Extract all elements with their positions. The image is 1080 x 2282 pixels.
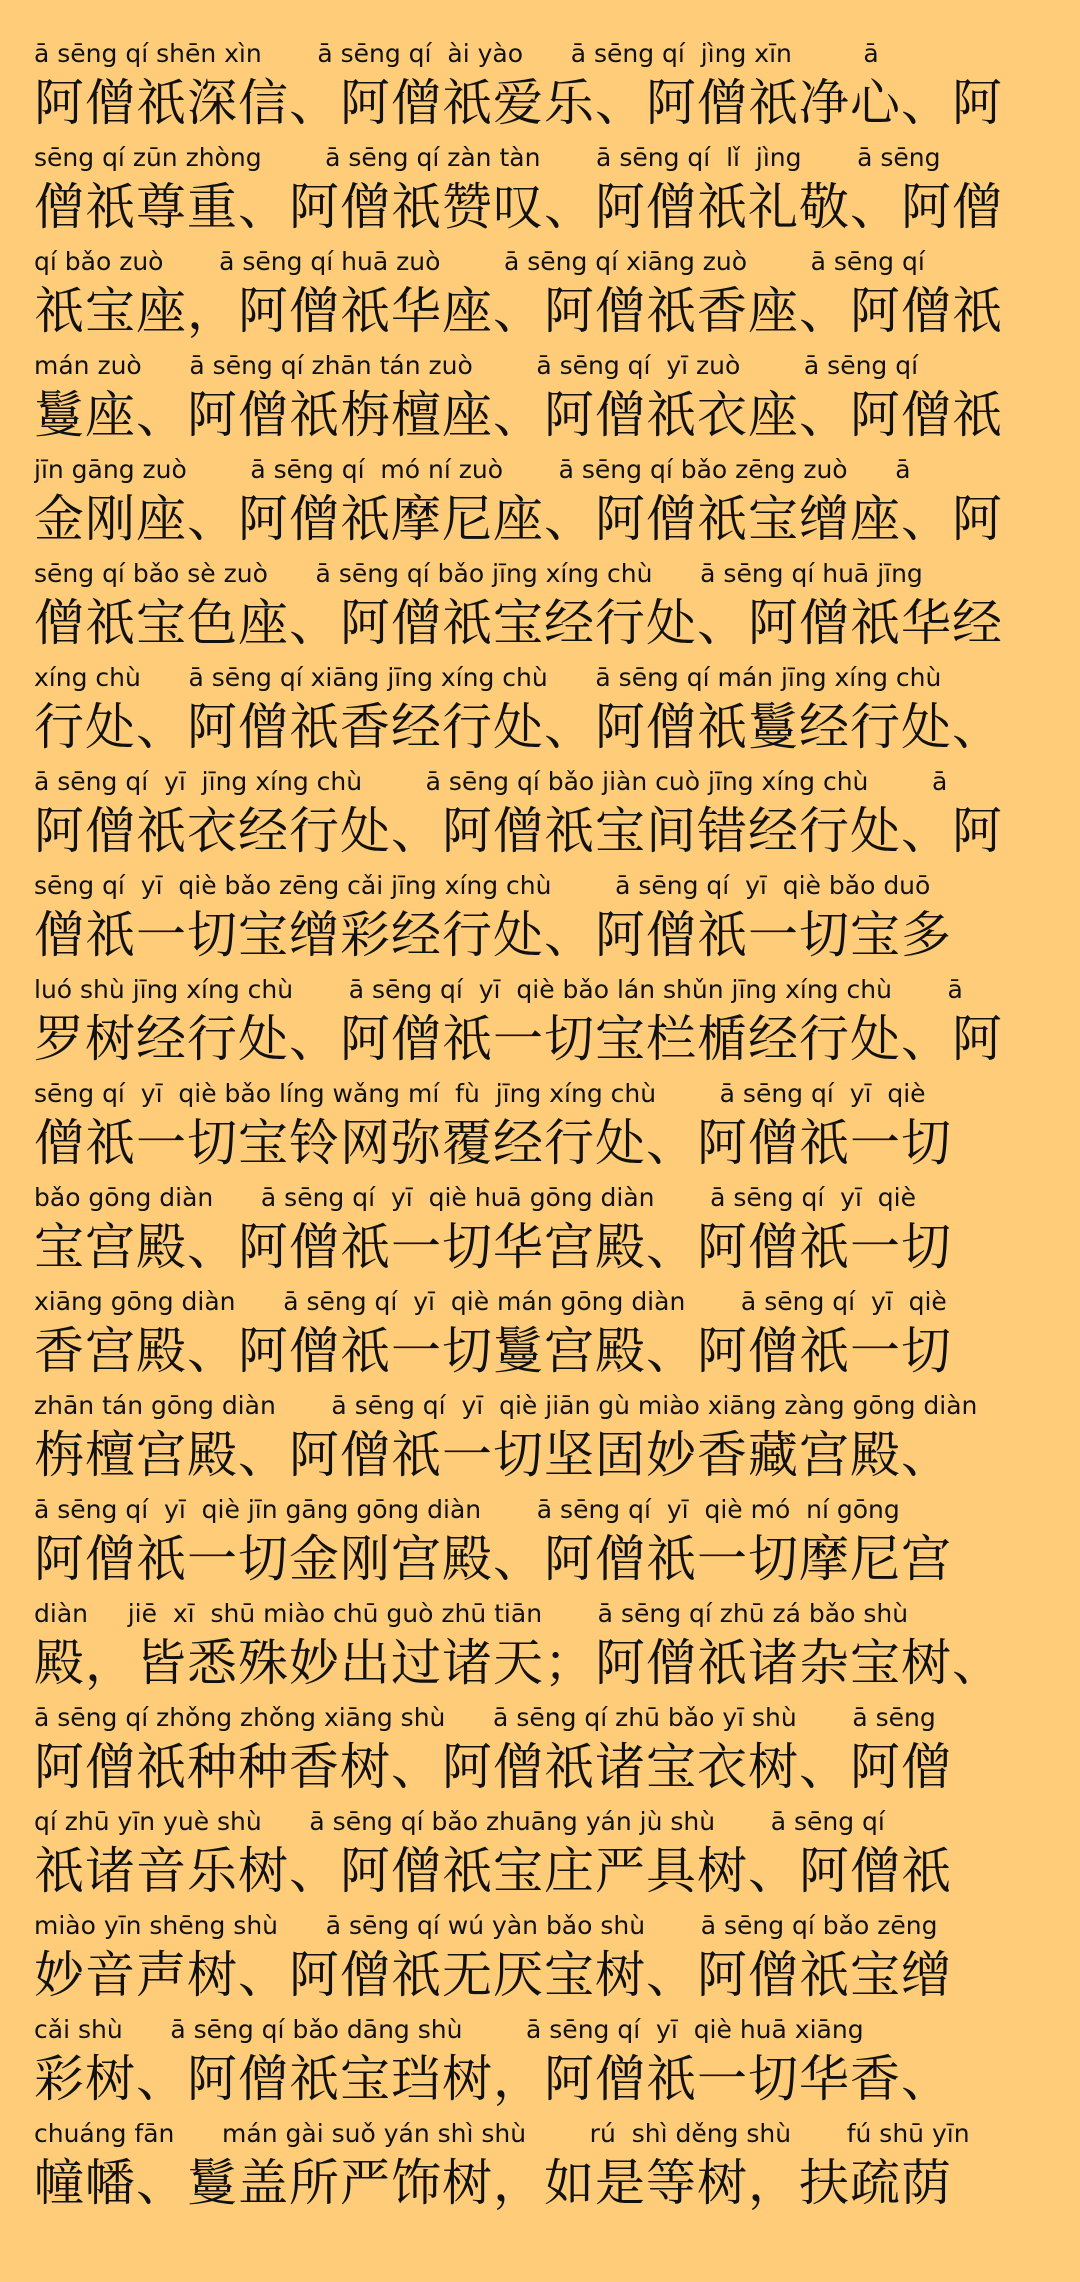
hanzi-row: 香宫殿、阿僧祇一切鬘宫殿、阿僧祇一切 <box>34 1322 952 1380</box>
hanzi-row: 鬘座、阿僧祇栴檀座、阿僧祇衣座、阿僧祇 <box>34 386 1003 444</box>
hanzi-row: 僧祇一切宝缯彩经行处、阿僧祇一切宝多 <box>34 906 952 964</box>
text-line <box>34 1700 1050 1804</box>
hanzi-row: 阿僧祇深信、阿僧祇爱乐、阿僧祇净心、阿 <box>34 74 1003 132</box>
pinyin-row: cǎi shù ā sēng qí bǎo dāng shù ā sēng qí yī qiè huā xiāng <box>34 2015 864 2044</box>
text-line <box>34 1908 1050 2012</box>
hanzi-row: 阿僧祇衣经行处、阿僧祇宝间错经行处、阿 <box>34 802 1003 860</box>
hanzi-row: 行处、阿僧祇香经行处、阿僧祇鬘经行处、 <box>34 698 1003 756</box>
pinyin-row: sēng qí yī qiè bǎo zēng cǎi jīng xíng chù ā sēng qí yī qiè bǎo duō <box>34 871 931 900</box>
text-line <box>34 244 1050 348</box>
text-line <box>34 1804 1050 1908</box>
text-line <box>34 1076 1050 1180</box>
text-line <box>34 452 1050 556</box>
hanzi-row: 幢幡、鬘盖所严饰树，如是等树，扶疏荫 <box>34 2154 952 2212</box>
hanzi-row: 僧祇尊重、阿僧祇赞叹、阿僧祇礼敬、阿僧 <box>34 178 1003 236</box>
text-line <box>34 2116 1050 2220</box>
pinyin-row: xiāng gōng diàn ā sēng qí yī qiè mán gōng diàn ā sēng qí yī qiè <box>34 1287 947 1316</box>
pinyin-row: sēng qí zūn zhòng ā sēng qí zàn tàn ā sēng qí lǐ jìng ā sēng <box>34 143 941 172</box>
pinyin-row: zhān tán gōng diàn ā sēng qí yī qiè jiān gù miào xiāng zàng gōng diàn <box>34 1391 978 1420</box>
pinyin-row: ā sēng qí yī jīng xíng chù ā sēng qí bǎo jiàn cuò jīng xíng chù ā <box>34 767 948 796</box>
pinyin-row: ā sēng qí zhǒng zhǒng xiāng shù ā sēng qí zhū bǎo yī shù ā sēng <box>34 1703 936 1732</box>
text-line <box>34 868 1050 972</box>
hanzi-row: 阿僧祇一切金刚宫殿、阿僧祇一切摩尼宫 <box>34 1530 952 1588</box>
text-line <box>34 1596 1050 1700</box>
hanzi-row: 栴檀宫殿、阿僧祇一切坚固妙香藏宫殿、 <box>34 1426 952 1484</box>
hanzi-row: 宝宫殿、阿僧祇一切华宫殿、阿僧祇一切 <box>34 1218 952 1276</box>
hanzi-row: 僧祇一切宝铃网弥覆经行处、阿僧祇一切 <box>34 1114 952 1172</box>
hanzi-row: 金刚座、阿僧祇摩尼座、阿僧祇宝缯座、阿 <box>34 490 1003 548</box>
pinyin-row: bǎo gōng diàn ā sēng qí yī qiè huā gōng diàn ā sēng qí yī qiè <box>34 1183 916 1212</box>
pinyin-row: chuáng fān mán gài suǒ yán shì shù rú shì děng shù fú shū yīn <box>34 2119 970 2148</box>
text-line <box>34 660 1050 764</box>
text-line <box>34 2012 1050 2116</box>
text-line <box>34 1284 1050 1388</box>
pinyin-row: mán zuò ā sēng qí zhān tán zuò ā sēng qí yī zuò ā sēng qí <box>34 351 919 380</box>
pinyin-row: qí zhū yīn yuè shù ā sēng qí bǎo zhuāng yán jù shù ā sēng qí <box>34 1807 885 1836</box>
text-line <box>34 348 1050 452</box>
text-line <box>34 556 1050 660</box>
pinyin-row: jīn gāng zuò ā sēng qí mó ní zuò ā sēng qí bǎo zēng zuò ā <box>34 455 911 484</box>
hanzi-row: 彩树、阿僧祇宝珰树，阿僧祇一切华香、 <box>34 2050 952 2108</box>
pinyin-row: sēng qí yī qiè bǎo líng wǎng mí fù jīng xíng chù ā sēng qí yī qiè <box>34 1079 926 1108</box>
hanzi-row: 罗树经行处、阿僧祇一切宝栏楯经行处、阿 <box>34 1010 1003 1068</box>
pinyin-row: ā sēng qí yī qiè jīn gāng gōng diàn ā sēng qí yī qiè mó ní gōng <box>34 1495 900 1524</box>
pinyin-row: ā sēng qí shēn xìn ā sēng qí ài yào ā sēng qí jìng xīn ā <box>34 39 879 68</box>
hanzi-row: 祇宝座，阿僧祇华座、阿僧祇香座、阿僧祇 <box>34 282 1003 340</box>
pinyin-row: sēng qí bǎo sè zuò ā sēng qí bǎo jīng xíng chù ā sēng qí huā jīng <box>34 559 923 588</box>
text-line <box>34 972 1050 1076</box>
hanzi-row: 阿僧祇种种香树、阿僧祇诸宝衣树、阿僧 <box>34 1738 952 1796</box>
text-line <box>34 36 1050 140</box>
text-line <box>34 1388 1050 1492</box>
hanzi-row: 殿，皆悉殊妙出过诸天；阿僧祇诸杂宝树、 <box>34 1634 1003 1692</box>
text-line <box>34 140 1050 244</box>
pinyin-row: luó shù jīng xíng chù ā sēng qí yī qiè bǎo lán shǔn jīng xíng chù ā <box>34 975 963 1004</box>
pinyin-row: diàn jiē xī shū miào chū guò zhū tiān ā sēng qí zhū zá bǎo shù <box>34 1599 909 1628</box>
hanzi-row: 僧祇宝色座、阿僧祇宝经行处、阿僧祇华经 <box>34 594 1003 652</box>
text-line <box>34 764 1050 868</box>
hanzi-row: 妙音声树、阿僧祇无厌宝树、阿僧祇宝缯 <box>34 1946 952 2004</box>
hanzi-row: 祇诸音乐树、阿僧祇宝庄严具树、阿僧祇 <box>34 1842 952 1900</box>
pinyin-row: xíng chù ā sēng qí xiāng jīng xíng chù ā sēng qí mán jīng xíng chù <box>34 663 942 692</box>
text-line <box>34 1492 1050 1596</box>
text-line <box>34 1180 1050 1284</box>
pinyin-row: miào yīn shēng shù ā sēng qí wú yàn bǎo shù ā sēng qí bǎo zēng <box>34 1911 938 1940</box>
pinyin-row: qí bǎo zuò ā sēng qí huā zuò ā sēng qí xiāng zuò ā sēng qí <box>34 247 925 276</box>
